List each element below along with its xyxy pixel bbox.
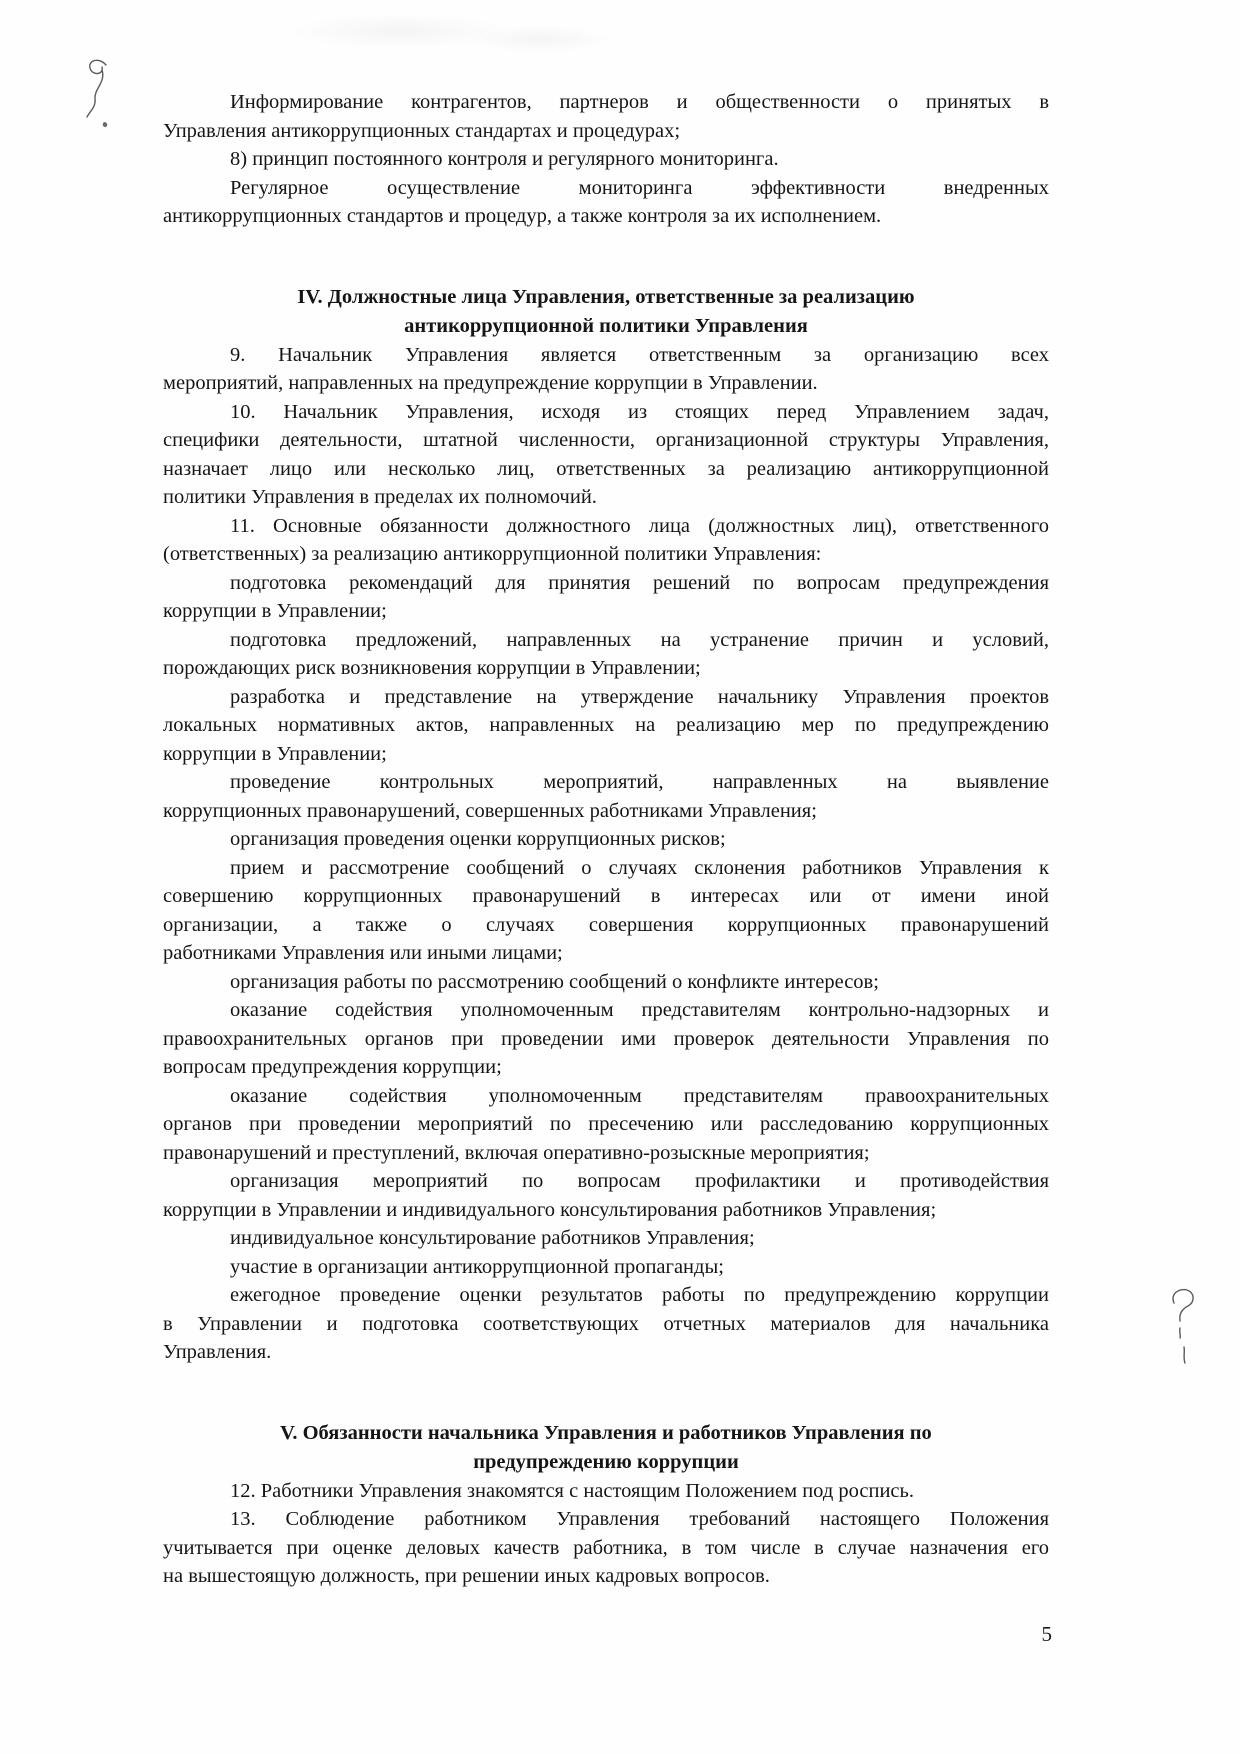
text-line: органов при проведении мероприятий по пресечению или расследованию коррупционных: [163, 1113, 1049, 1135]
text-line: участие в организации антикоррупционной пропаганды;: [230, 1255, 724, 1278]
text-line: локальных нормативных актов, направленных на реализацию мер по предупреждению: [163, 714, 1049, 736]
text-line: назначает лицо или несколько лиц, ответственных за реализацию антикоррупционной: [163, 457, 1049, 480]
handwritten-squiggle-mark: [80, 58, 116, 136]
text-line: подготовка предложений, направленных на устранение причин и условий,: [230, 628, 1049, 651]
text-line: организации, а также о случаях совершения коррупционных правонарушений: [163, 913, 1049, 936]
text-line: вопросам предупреждения коррупции;: [163, 1056, 502, 1078]
text-line: (ответственных) за реализацию антикоррупционной политики Управления:: [163, 543, 822, 565]
text-line: организация работы по рассмотрению сообщений о конфликте интересов;: [230, 970, 879, 993]
text-line: специфики деятельности, штатной численности, организационной структуры Управления,: [163, 429, 1049, 451]
text-line: на вышестоящую должность, при решении иных кадровых вопросов.: [163, 1565, 770, 1587]
text-line: Регулярное осуществление мониторинга эффективности внедренных: [230, 176, 1049, 199]
text-line: 10. Начальник Управления, исходя из стоящих перед Управлением задач,: [230, 400, 1049, 423]
text-line: коррупционных правонарушений, совершенных работниками Управления;: [163, 799, 817, 822]
text-line: коррупции в Управлении и индивидуального консультирования работников Управления;: [163, 1198, 937, 1221]
text-line: правоохранительных органов при проведении ими проверок деятельности Управления по: [163, 1027, 1049, 1050]
page-number: 5: [1041, 1622, 1052, 1646]
text-line: Управления.: [163, 1341, 272, 1363]
text-line: 13. Соблюдение работником Управления требований настоящего Положения: [230, 1508, 1049, 1530]
text-line: ежегодное проведение оценки результатов работы по предупреждению коррупции: [230, 1284, 1049, 1306]
section-v-heading-line-1: V. Обязанности начальника Управления и работников Управления по: [280, 1421, 932, 1444]
text-line: совершению коррупционных правонарушений в интересах или от имени иной: [163, 885, 1049, 907]
text-line: 9. Начальник Управления является ответственным за организацию всех: [230, 343, 1049, 366]
section-iv-heading-line-2: антикоррупционной политики Управления: [404, 314, 808, 337]
text-line: 11. Основные обязанности должностного лица (должностных лиц), ответственного: [230, 514, 1049, 537]
text-line: 12. Работники Управления знакомятся с настоящим Положением под роспись.: [230, 1479, 915, 1502]
text-line: правонарушений и преступлений, включая оперативно-розыскные мероприятия;: [163, 1141, 870, 1164]
text-line: 8) принцип постоянного контроля и регулярного мониторинга.: [230, 148, 779, 170]
text-line: учитывается при оценке деловых качеств работника, в том числе в случае назначения его: [163, 1536, 1049, 1559]
text-line: организация проведения оценки коррупционных рисков;: [230, 828, 726, 850]
handwritten-question-mark: [1168, 1288, 1200, 1342]
document-text: [163, 88, 1049, 1591]
text-line: прием и рассмотрение сообщений о случаях склонения работников Управления к: [230, 856, 1049, 879]
text-line: в Управлении и подготовка соответствующих отчетных материалов для начальника: [163, 1312, 1049, 1335]
text-line: оказание содействия уполномоченным представителям правоохранительных: [230, 1084, 1049, 1107]
text-line: разработка и представление на утверждение начальнику Управления проектов: [230, 685, 1049, 708]
text-line: коррупции в Управлении;: [163, 600, 387, 622]
text-line: мероприятий, направленных на предупреждение коррупции в Управлении.: [163, 372, 818, 394]
text-line: Информирование контрагентов, партнеров и общественности о принятых в: [230, 91, 1049, 113]
text-line: проведение контрольных мероприятий, направленных на выявление: [230, 771, 1049, 793]
scan-smudge: [470, 26, 610, 52]
text-line: организация мероприятий по вопросам профилактики и противодействия: [230, 1170, 1049, 1192]
text-line: Управления антикоррупционных стандартах и процедурах;: [163, 119, 681, 142]
section-v-heading-line-2: предупреждению коррупции: [473, 1450, 739, 1473]
section-iv-heading-line-1: IV. Должностные лица Управления, ответственные за реализацию: [297, 285, 915, 308]
text-line: порождающих риск возникновения коррупции в Управлении;: [163, 657, 701, 679]
text-line: коррупции в Управлении;: [163, 742, 387, 765]
handwritten-tick-mark: [1180, 1346, 1190, 1366]
text-line: оказание содействия уполномоченным представителям контрольно-надзорных и: [230, 999, 1049, 1021]
text-line: политики Управления в пределах их полномочий.: [163, 486, 597, 508]
text-line: работниками Управления или иными лицами;: [163, 942, 563, 964]
text-line: подготовка рекомендаций для принятия решений по вопросам предупреждения: [230, 571, 1049, 594]
text-line: антикоррупционных стандартов и процедур, а также контроля за их исполнением.: [163, 205, 882, 227]
text-line: индивидуальное консультирование работников Управления;: [230, 1227, 755, 1249]
